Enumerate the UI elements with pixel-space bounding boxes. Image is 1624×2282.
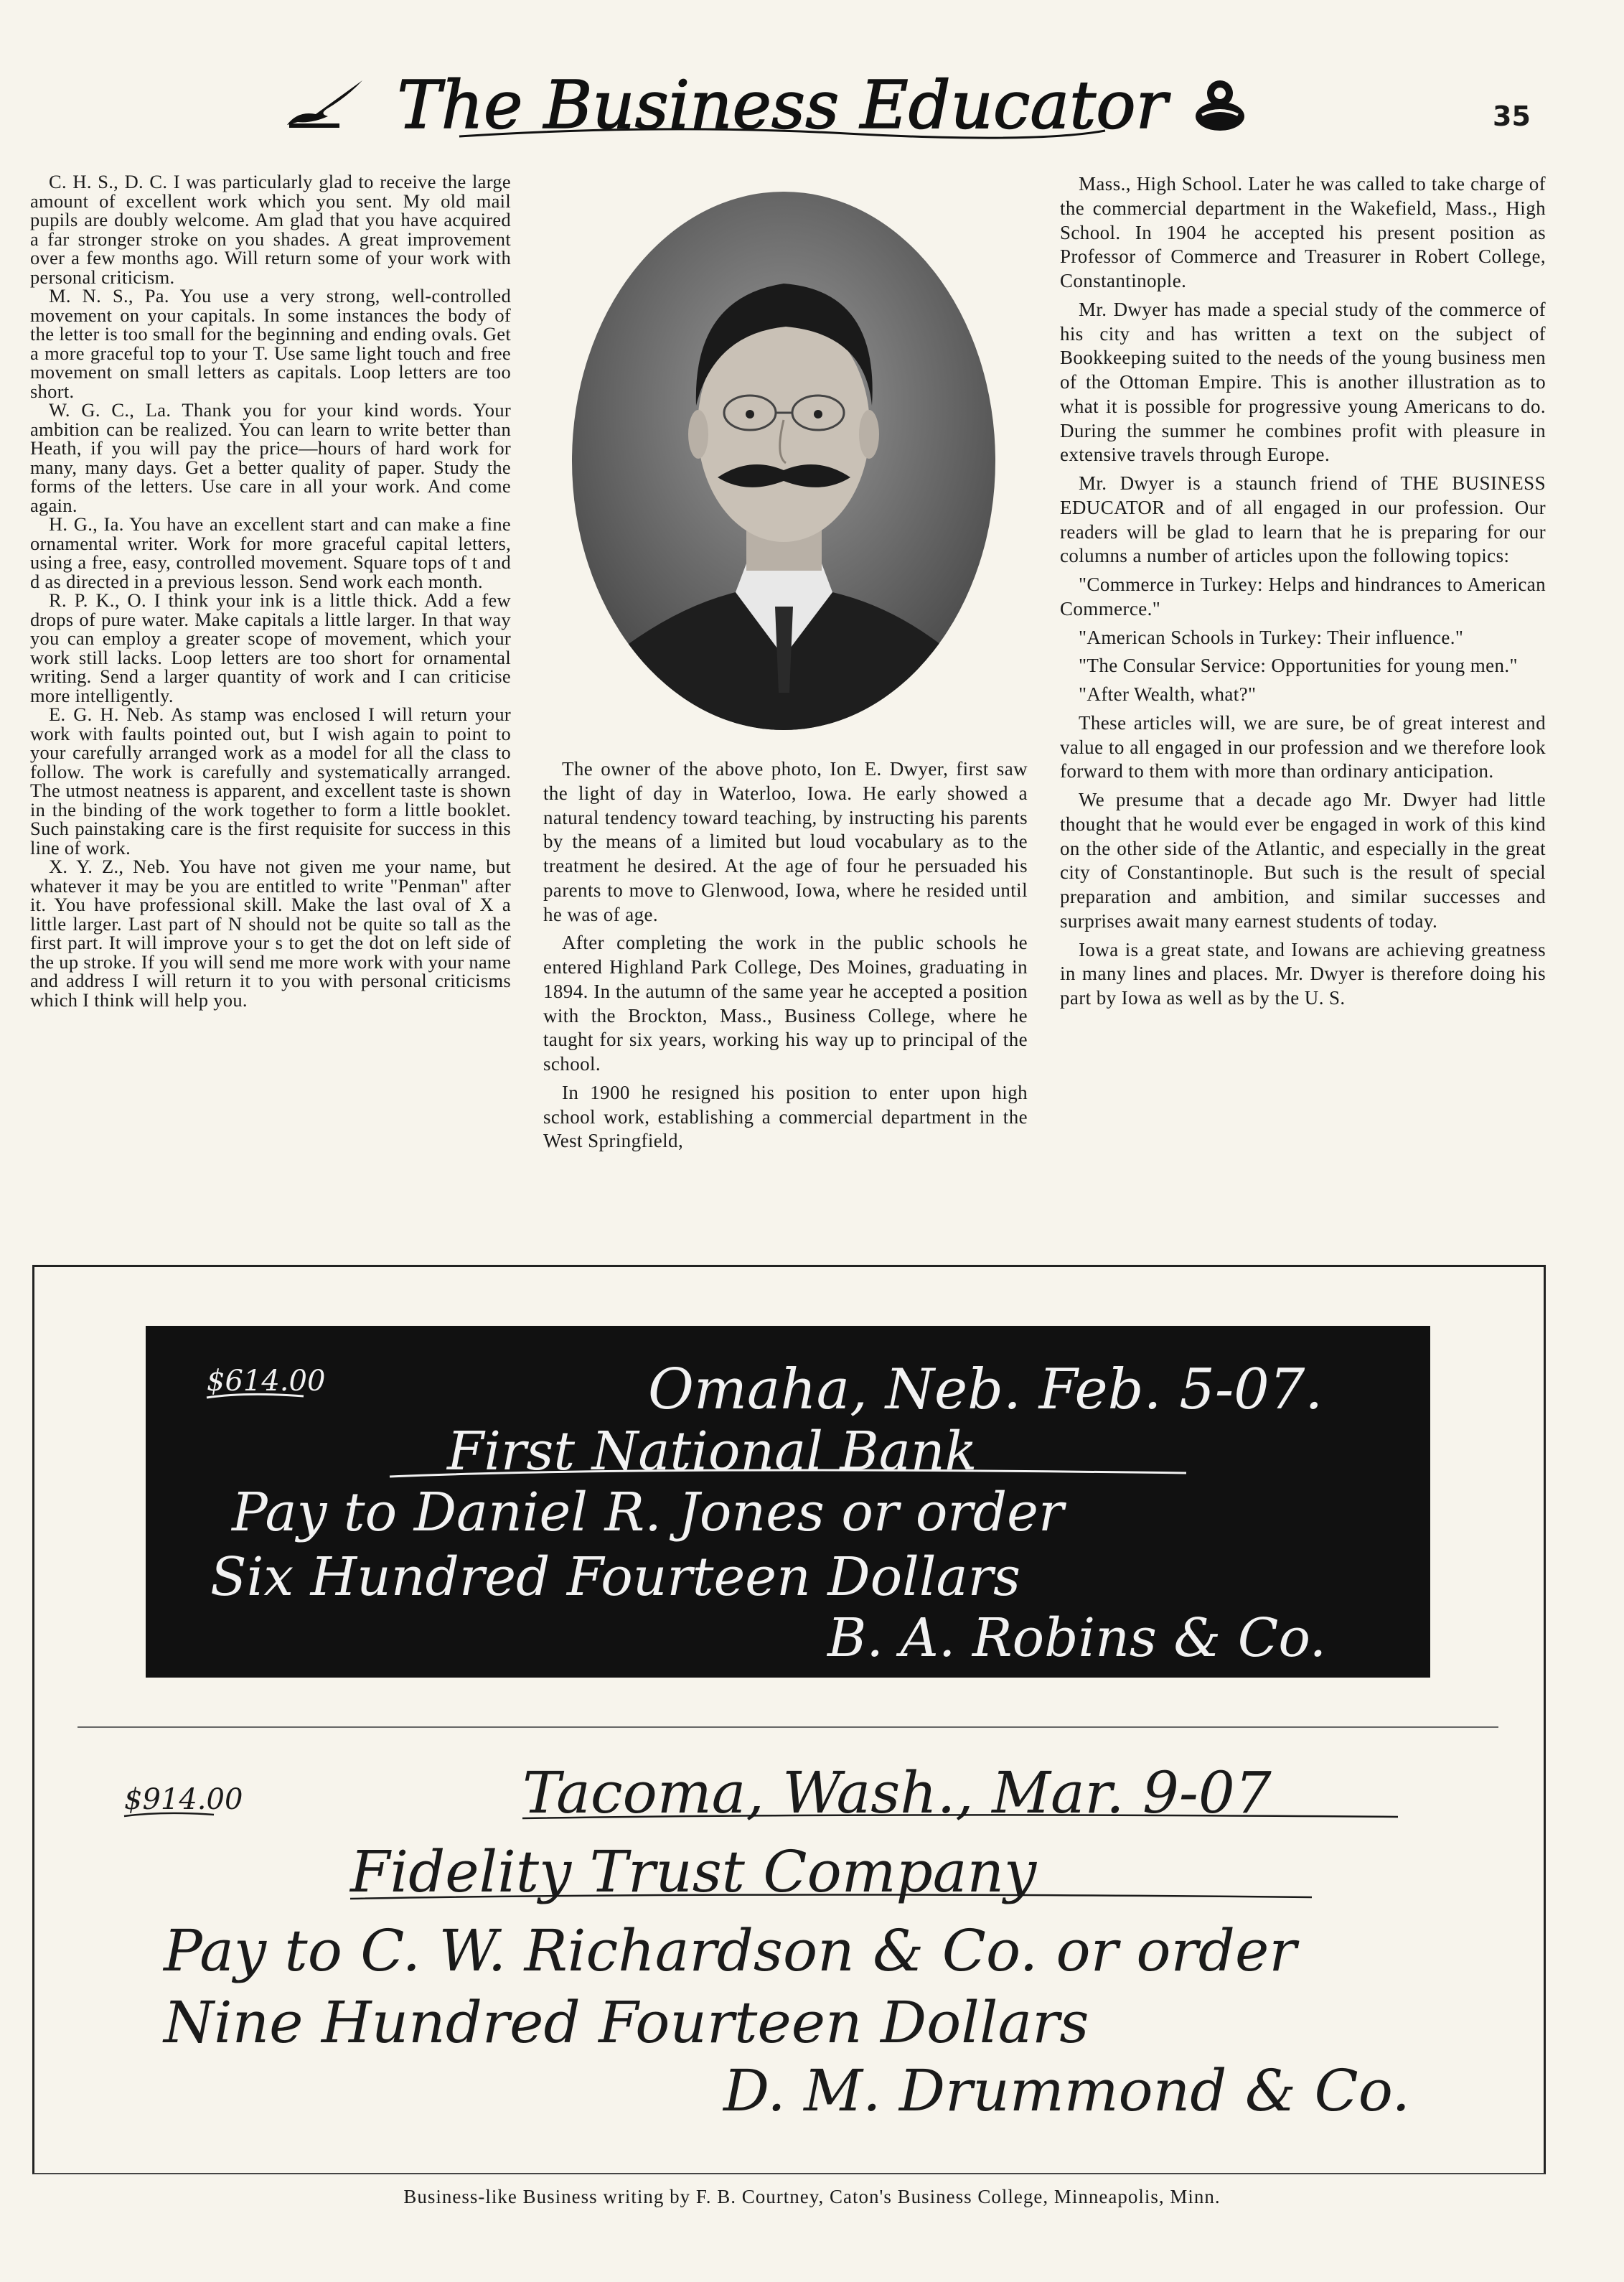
- portrait-photo: [571, 190, 998, 732]
- check-amount: $614.00: [207, 1365, 326, 1398]
- paragraph: The owner of the above photo, Ion E. Dwyer, first saw the light of day in Waterloo, Iowa. He early showed a natural tendency toward teaching, by instructing his parents by the means of a limited but loud vocabulary as to the treatment he desired. At the age of four he persuaded his parents to move to Glenwood, Iowa, where he resided until he was of age.: [543, 758, 1028, 925]
- paragraph: We presume that a decade ago Mr. Dwyer had little thought that he would ever be engaged in work of this kind on the other side of the Atlantic, and especially in the great city of Constantinople. But such is the result of special preparation and ambition, and similar successes and surprises await many earnest students of today.: [1060, 789, 1546, 932]
- biography-column: [543, 757, 1028, 1158]
- crest-ornament-icon: [1188, 72, 1252, 136]
- quill-pen-icon: [283, 75, 373, 132]
- paragraph: E. G. H. Neb. As stamp was enclosed I will return your work with faults pointed out, but I wish again to point to your carefully arranged work as a model for all the class to follow. The work is carefully and systematically arranged. The utmost neatness is apparent, and excellent taste is shown in the binding of the work together to form a little booklet. Such painstaking care is the first requisite for success in this line of work.: [30, 703, 511, 859]
- check-tacoma: [92, 1741, 1498, 2164]
- check-signature: B. A. Robins & Co.: [827, 1607, 1327, 1669]
- masthead: [0, 65, 1624, 158]
- svg-text:The Business Educator: The Business Educator: [397, 67, 1168, 144]
- check-bank-name: Fidelity Trust Company: [350, 1838, 1037, 1905]
- check-amount-words: Nine Hundred Fourteen Dollars: [164, 1989, 1089, 2056]
- check-amount: $914.00: [124, 1783, 243, 1816]
- check-tacoma-script: [92, 1741, 1498, 2164]
- paragraph: These articles will, we are sure, be of great interest and value to all engaged in our profession and we therefore look forward to them with more than ordinary anticipation.: [1060, 711, 1546, 782]
- paragraph: H. G., Ia. You have an excellent start and can make a fine ornamental writer. Work for more graceful capital letters, using a free, easy, controlled movement. Square tops of t and d as directed in a previous lesson. Send work each month.: [30, 513, 511, 592]
- page-number: 35: [1493, 100, 1531, 132]
- topic-item: "American Schools in Turkey: Their influence.": [1079, 626, 1464, 648]
- paragraph: Mr. Dwyer has made a special study of the commerce of his city and has written a text on the subject of Bookkeeping suited to the needs of the young business men of the Ottoman Empire. This is another illustration as to what it is possible for progressive young Americans to do. During the summer he combines profit with pleasure in extensive travels through Europe.: [1060, 298, 1546, 466]
- credit-line: Business-like Business writing by F. B. Courtney, Caton's Business College, Minneapolis, Minn.: [403, 2186, 1221, 2207]
- topic-item: "The Consular Service: Opportunities for young men.": [1079, 655, 1518, 677]
- check-omaha-script: [146, 1326, 1430, 1678]
- check-divider: [78, 1726, 1498, 1728]
- paragraph: W. G. C., La. Thank you for your kind words. Your ambition can be realized. You can learn to write better than Heath, if you will pay the price—hours of hard work for many, many days. Get a better quality of paper. Study the forms of the letters. Use care in all your work. And come again.: [30, 399, 511, 516]
- check-amount-words: Six Hundred Fourteen Dollars: [210, 1546, 1020, 1608]
- check-place-date: Omaha, Neb. Feb. 5-07.: [648, 1357, 1323, 1422]
- paragraph: C. H. S., D. C. I was particularly glad to receive the large amount of excellent work which you sent. My old mail pupils are doubly welcome. Am glad that you have acquired a far stronger stroke on you shades. A great improvement over a few months ago. Will return some of your work with personal criticism.: [30, 171, 511, 288]
- biography-continued-column: [1060, 172, 1546, 1015]
- check-specimens-frame: [32, 1265, 1546, 2174]
- paragraph: Mr. Dwyer is a staunch friend of THE BUSINESS EDUCATOR and of all engaged in our profession. Our readers will be glad to learn that he is preparing for our columns a number of articles upon the following topics:: [1060, 472, 1546, 567]
- check-place-date: Tacoma, Wash., Mar. 9-07: [522, 1759, 1272, 1826]
- topic-item: "Commerce in Turkey: Helps and hindrances to American Commerce.": [1060, 574, 1546, 619]
- paragraph: R. P. K., O. I think your ink is a little thick. Add a few drops of pure water. Make capitals a little larger. In that way you can employ a greater scope of movement, which your work still lacks. Loop letters are too short for ornamental writing. Send a larger quantity of work and I can criticise more intelligently.: [30, 589, 511, 706]
- masthead-title-logo: [397, 65, 1168, 151]
- correspondence-column: [30, 172, 511, 1009]
- paragraph: M. N. S., Pa. You use a very strong, well-controlled movement on your capitals. In some instances the body of the letter is too small for the beginning and ending ovals. Get a more graceful top to your T. Use same light touch and free movement on small letters as capitals. Loop letters are too short.: [30, 285, 511, 402]
- topic-item: "After Wealth, what?": [1079, 683, 1257, 705]
- check-omaha: [146, 1326, 1430, 1678]
- paragraph: Iowa is a great state, and Iowans are achieving greatness in many lines and places. Mr. Dwyer is therefore doing his part by Iowa as well as by the U. S.: [1060, 938, 1546, 1009]
- check-pay-line: Pay to C. W. Richardson & Co. or order: [164, 1917, 1297, 1984]
- paragraph: In 1900 he resigned his position to enter upon high school work, establishing a commercial department in the West Springfield,: [543, 1081, 1028, 1152]
- check-bank-name: First National Bank: [447, 1421, 977, 1482]
- check-signature: D. M. Drummond & Co.: [723, 2057, 1410, 2124]
- paragraph: X. Y. Z., Neb. You have not given me your name, but whatever it may be you are entitled to write "Penman" after it. You have professional skill. Make the last oval of X a little larger. Last part of N should not be quite so tall as the first part. It will improve your s to get the dot on left side of the up stroke. If you will send me more work with your name and address I will return it to you with personal criticisms which I think will help you.: [30, 856, 511, 1011]
- paragraph: After completing the work in the public schools he entered Highland Park College, Des Moines, graduating in 1894. In the autumn of the same year he accepted a position with the Brockton, Mass., Business College, where he taught for six years, working his way up to principal of the school.: [543, 932, 1028, 1075]
- check-pay-line: Pay to Daniel R. Jones or order: [232, 1482, 1064, 1543]
- paragraph: Mass., High School. Later he was called to take charge of the commercial department in the Wakefield, Mass., High School. In 1904 he accepted his present position as Professor of Commerce and Treasurer in Robert College, Constantinople.: [1060, 173, 1546, 291]
